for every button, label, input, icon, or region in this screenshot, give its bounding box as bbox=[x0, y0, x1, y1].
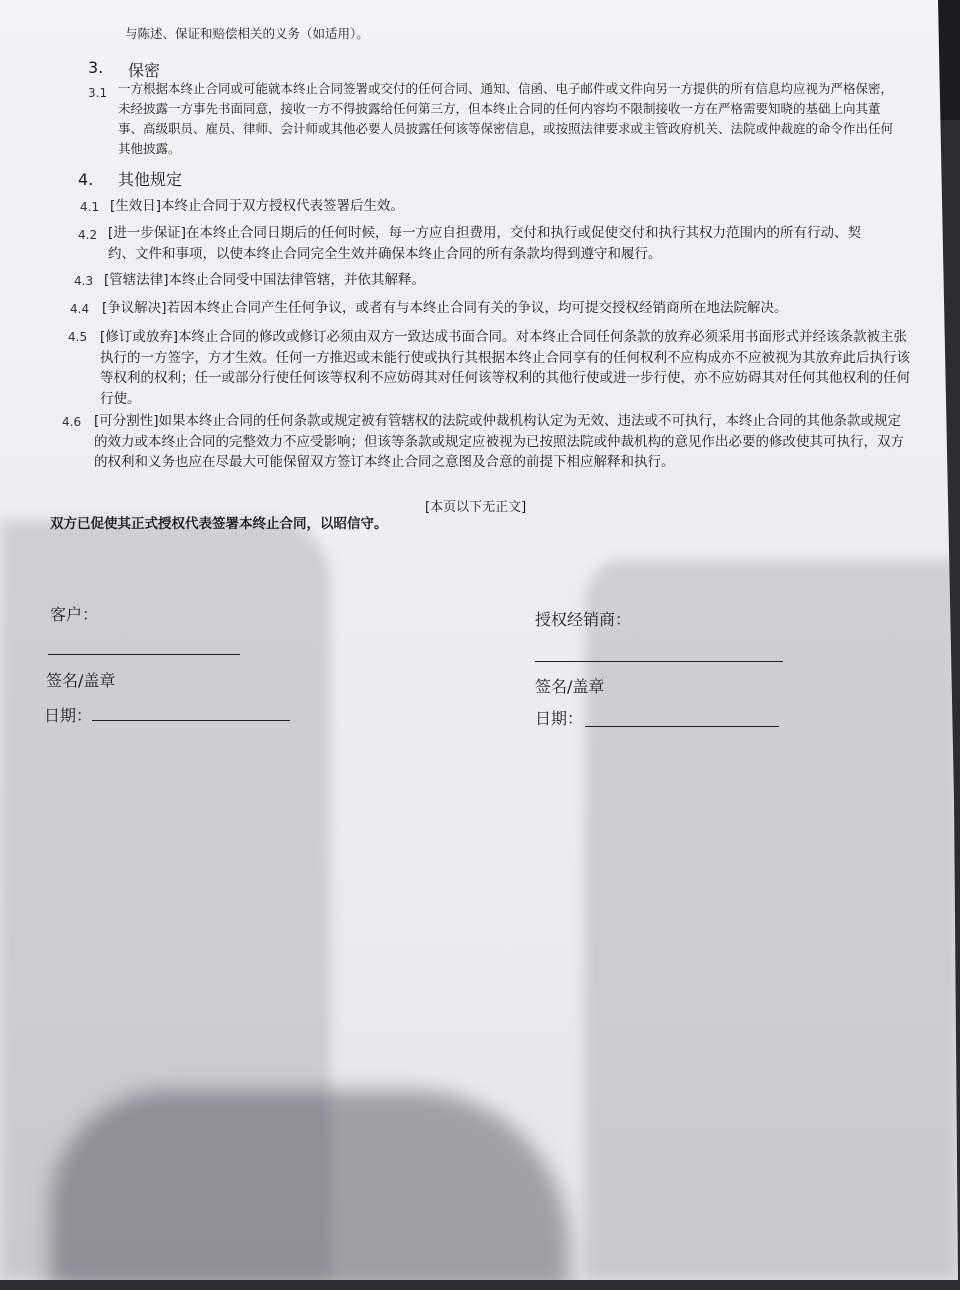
dealer-date-label: 日期： bbox=[535, 709, 584, 728]
section-3-title: 保密 bbox=[128, 61, 161, 80]
dealer-label: 授权经销商： bbox=[535, 610, 632, 629]
clause-4-4-text: [争议解决]若因本终止合同产生任何争议，或者有与本终止合同有关的争议，均可提交授权经销商所在地法院解决。 bbox=[102, 300, 788, 316]
clause-4-3-number: 4.3 bbox=[74, 274, 94, 288]
customer-date-label: 日期： bbox=[44, 706, 93, 725]
clause-3-1-number: 3.1 bbox=[88, 86, 108, 100]
clause-4-6-text: [可分割性]如果本终止合同的任何条款或规定被有管辖权的法院或仲裁机构认定为无效、违法或不可执行，本终止合同的其他条款或规定的效力或本终止合同的完整效力不应受影响；但该等条款或规定应被视为已按照法院或仲裁机构的意见作出必要的修改使其可执行，双方的权利和义务也应在尽最大可能保留双方签订本终止合同之意图及合意的前提下相应解释和执行。 bbox=[94, 413, 904, 470]
no-more-text-note: [本页以下无正文] bbox=[425, 500, 527, 515]
customer-signature-line[interactable] bbox=[48, 654, 240, 655]
witness-statement: 双方已促使其正式授权代表签署本终止合同，以昭信守。 bbox=[50, 516, 388, 532]
section-4-title: 其他规定 bbox=[118, 170, 183, 189]
dealer-signature-line[interactable] bbox=[535, 661, 783, 662]
clause-4-1-text: [生效日]本终止合同于双方授权代表签署后生效。 bbox=[110, 198, 405, 214]
clause-4-6-number: 4.6 bbox=[62, 415, 82, 429]
clause-4-5-number: 4.5 bbox=[68, 330, 88, 344]
clause-4-4-number: 4.4 bbox=[70, 302, 90, 316]
customer-sign-label: 签名/盖章 bbox=[46, 671, 116, 690]
clause-4-3-text: [管辖法律]本终止合同受中国法律管辖，并依其解释。 bbox=[104, 272, 426, 288]
customer-label: 客户： bbox=[50, 605, 99, 624]
section-3-number: 3. bbox=[88, 58, 104, 77]
clause-4-1-number: 4.1 bbox=[80, 200, 100, 214]
dealer-date-line[interactable] bbox=[585, 726, 779, 727]
top-continuation-line: 与陈述、保证和赔偿相关的义务（如适用）。 bbox=[125, 26, 369, 41]
customer-date-line[interactable] bbox=[92, 720, 290, 721]
section-4-number: 4. bbox=[78, 170, 94, 189]
clause-3-1-text: 一方根据本终止合同或可能就本终止合同签署或交付的任何合同、通知、信函、电子邮件或文件向另一方提供的所有信息均应视为严格保密，未经披露一方事先书面同意，接收一方不得披露给任何第三方，但本终止合同的任何内容均不限制接收一方在严格需要知晓的基础上向其董事、高级职员、雇员、律师、会计师或其他必要人员披露任何该等保密信息，或按照法律要求或主管政府机关、法院或仲裁庭的命令作出任何其他披露。 bbox=[118, 81, 894, 156]
clause-4-2-text: [进一步保证]在本终止合同日期后的任何时候，每一方应自担费用，交付和执行或促使交付和执行其权力范围内的所有行动、契约、文件和事项，以使本终止合同完全生效并确保本终止合同的所有条款均得到遵守和履行。 bbox=[108, 225, 862, 262]
dealer-sign-label: 签名/盖章 bbox=[535, 677, 605, 696]
clause-4-5-text: [修订或放弃]本终止合同的修改或修订必须由双方一致达成书面合同。对本终止合同任何条款的放弃必须采用书面形式并经该条款被主张执行的一方签字，方才生效。任何一方推迟或未能行使或执行其根据本终止合同享有的任何权利不应构成亦不应被视为其放弃此后执行该等权利的权利；任一或部分行使任何该等权利不应妨碍其对任何该等权利的其他行使或进一步行使，亦不应妨碍其对任何其他权利的任何行使。 bbox=[100, 329, 910, 407]
clause-4-2-number: 4.2 bbox=[78, 228, 98, 242]
